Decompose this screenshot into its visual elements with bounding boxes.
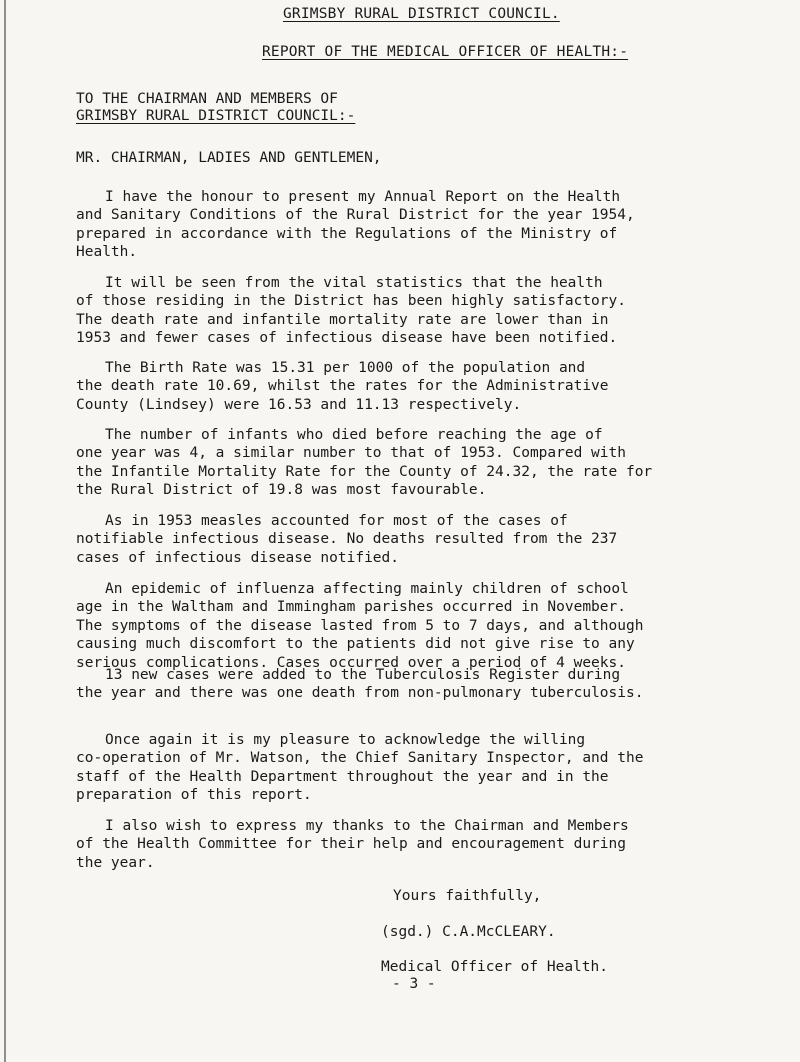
signatory-title: Medical Officer of Health. — [381, 959, 608, 975]
paragraph-line: and Sanitary Conditions of the Rural District for the year 1954, — [76, 207, 635, 224]
paragraph-influenza — [76, 580, 776, 672]
paragraph-line: age in the Waltham and Immingham parishes occurred in November. — [76, 599, 626, 616]
paragraph-thanks — [76, 817, 776, 872]
paragraph-birth-rate — [76, 359, 776, 414]
paragraph-infant-mortality — [76, 426, 776, 500]
page-number: - 3 - — [392, 976, 436, 992]
council-heading: GRIMSBY RURAL DISTRICT COUNCIL. — [283, 6, 560, 22]
paragraph-line: causing much discomfort to the patients did not give rise to any — [76, 636, 635, 653]
paragraph-line: Once again it is my pleasure to acknowledge the willing — [105, 732, 586, 748]
paragraph-line: the Infantile Mortality Rate for the County of 24.32, the rate for — [76, 463, 653, 480]
paragraph-line: It will be seen from the vital statistics that the health — [105, 275, 603, 291]
address-line-1: TO THE CHAIRMAN AND MEMBERS OF — [76, 91, 338, 107]
closing-line: Yours faithfully, — [393, 888, 542, 904]
report-heading: REPORT OF THE MEDICAL OFFICER OF HEALTH:- — [262, 44, 629, 60]
paragraph-line: of the Health Committee for their help and encouragement during — [76, 836, 626, 853]
paragraph-line: The symptoms of the disease lasted from 5 to 7 days, and although — [76, 617, 644, 634]
paragraph-acknowledgement — [76, 731, 776, 805]
paragraph-tuberculosis — [76, 666, 776, 703]
paragraph-line: the year. — [76, 854, 155, 871]
paragraph-line: co-operation of Mr. Watson, the Chief Sanitary Inspector, and the — [76, 750, 644, 767]
paragraph-line: Health. — [76, 244, 138, 261]
paragraph-line: preparation of this report. — [76, 787, 312, 804]
paragraph-measles — [76, 512, 776, 567]
paragraph-line: notifiable infectious disease. No deaths resulted from the 237 — [76, 531, 618, 548]
paragraph-line: 13 new cases were added to the Tuberculosis Register during — [105, 667, 621, 683]
paragraph-vital-statistics — [76, 274, 776, 348]
paragraph-line: The number of infants who died before reaching the age of — [105, 427, 603, 443]
paragraph-line: serious complications. Cases occurred over a period of 4 weeks. — [76, 654, 626, 671]
paragraph-line: one year was 4, a similar number to that of 1953. Compared with — [76, 445, 626, 462]
paragraph-line: The Birth Rate was 15.31 per 1000 of the population and — [105, 360, 586, 376]
salutation: MR. CHAIRMAN, LADIES AND GENTLEMEN, — [76, 150, 382, 166]
paragraph-line: of those residing in the District has been highly satisfactory. — [76, 293, 626, 310]
paragraph-line: The death rate and infantile mortality rate are lower than in — [76, 311, 609, 328]
signature: (sgd.) C.A.McCLEARY. — [381, 924, 556, 940]
paragraph-line: the year and there was one death from non-pulmonary tuberculosis. — [76, 685, 644, 702]
paragraph-line: prepared in accordance with the Regulations of the Ministry of — [76, 225, 618, 242]
paragraph-line: the death rate 10.69, whilst the rates for the Administrative — [76, 378, 609, 395]
paragraph-line: An epidemic of influenza affecting mainly children of school — [105, 581, 629, 597]
paragraph-line: County (Lindsey) were 16.53 and 11.13 respectively. — [76, 396, 522, 413]
paragraph-line: the Rural District of 19.8 was most favourable. — [76, 482, 487, 499]
address-line-2: GRIMSBY RURAL DISTRICT COUNCIL:- — [76, 108, 356, 124]
paragraph-line: I have the honour to present my Annual Report on the Health — [105, 189, 621, 205]
paragraph-line: As in 1953 measles accounted for most of the cases of — [105, 513, 568, 529]
paragraph-line: 1953 and fewer cases of infectious disease have been notified. — [76, 330, 618, 347]
left-margin-line — [4, 0, 6, 1062]
paragraph-line: I also wish to express my thanks to the Chairman and Members — [105, 818, 629, 834]
paragraph-line: staff of the Health Department throughout the year and in the — [76, 768, 609, 785]
paragraph-line: cases of infectious disease notified. — [76, 549, 400, 566]
paragraph-intro — [76, 188, 776, 262]
